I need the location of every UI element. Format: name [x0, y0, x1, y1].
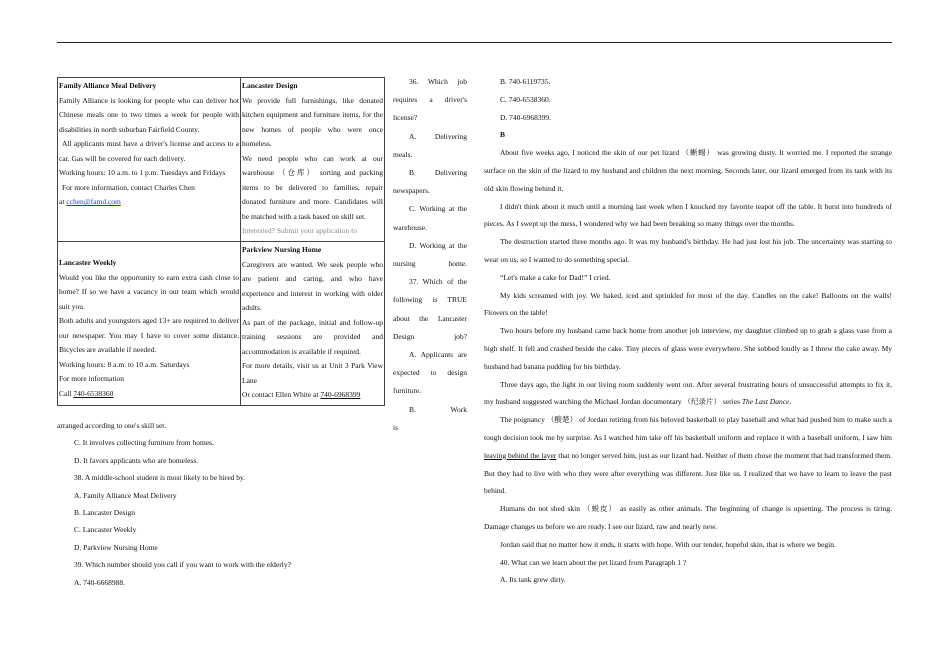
phone-number: 740-6538360 — [73, 388, 114, 398]
ad-text: Working hours: 8 a.m. to 10 a.m. Saturdays — [59, 359, 190, 369]
ad-contact-line — [59, 387, 239, 402]
passage-paragraph: Humans do not shed skin （蜕皮） as easily as other animals. The beginning of change is upsetting. The process is tiring. Damage changes us before we are ready. I see our lizard, raw and nearly new. — [484, 504, 892, 531]
ad-text: For more information, contact Charles Chen — [62, 182, 195, 192]
option: B. Delivering newspapers. — [393, 168, 467, 196]
spacer — [59, 243, 239, 256]
option: C. Working at the warehouse. — [393, 204, 467, 232]
question-stem: 38. A middle-school student is most likely to be hired by. — [74, 473, 246, 483]
passage-paragraph: My kids screamed with joy. We baked, iced and sprinkled for most of the day. Candles on the cake! Balloons on the walls! Flowers on the table! — [484, 290, 892, 318]
ad-text: For more details, visit us at Unit 3 Park View Lane — [242, 361, 383, 385]
option: A. 740-6668988. — [74, 577, 126, 587]
ad-text: Caregivers are wanted. We seek people who are patient and caring, and who have experience and interest in working with older adults. — [242, 259, 383, 312]
ad-text-cut: Interested? Submit your application to — [242, 226, 357, 235]
ad-text: We provide full furnishings, like donated kitchen equipment and furniture items, for the new homes of people who were once homeless. — [242, 95, 383, 148]
passage-text: that no longer served him, just as our lizard had. Neither of them chose the moment that had transformed them. But they had to live with who they were after everything was different. Just like us. I realized that we have to learn to leave the past behind. — [484, 450, 893, 496]
ad-text: Both adults and youngsters aged 13+ are required to deliver our newspaper. You may I have to cover some distance. Bicycles are available if needed. — [59, 316, 239, 354]
option: C. Lancaster Weekly — [74, 525, 137, 535]
ad-family-alliance — [58, 78, 241, 242]
option: D. Parkview Nursing Home — [74, 542, 158, 552]
option: B. Lancaster Design — [74, 508, 136, 518]
passage-text: . — [789, 397, 792, 407]
option-continuation: arranged according to one's skill set. — [57, 421, 167, 430]
option: A. Delivering meals. — [393, 131, 467, 159]
ad-parkview-nursing — [241, 242, 385, 406]
passage-paragraph: About five weeks ago, I noticed the skin of our pet lizard （蜥蜴） was growing dusty. It worried me. I reported the strange surface on the skin of the lizard to my husband and children the next morning. Seconds later, our lizard emerged from its tank with its old skin flowing behind it. — [484, 148, 892, 193]
option: C. 740-6538360. — [500, 94, 551, 104]
ad-text: Call — [59, 388, 74, 398]
passage-paragraph: I didn't think about it much until a morning last week when I knocked my favorite teapot off the table. It burst into hundreds of pieces. As I swept up the mess, I wondered why we had been breaking so many things over the months. — [484, 201, 892, 229]
job-ads-table — [57, 77, 385, 406]
ad-text: For more information — [59, 374, 124, 383]
question-stem: 39. Which number should you call if you want to work with the elderly? — [74, 560, 291, 570]
section-label: B — [500, 130, 506, 140]
ad-text: As part of the package, initial and follow-up training sessions are provided and accommodation is available if required. — [242, 317, 383, 356]
question-stem: 40. What can we learn about the pet lizard from Paragraph 1 ? — [500, 557, 687, 567]
reading-column-right — [484, 73, 892, 589]
ad-text: Would you like the opportunity to earn extra cash close to home? If so we have a vacancy in our team which would suit you. — [59, 272, 239, 311]
phone-number: 740-6968399 — [320, 390, 361, 399]
ad-title: Family Alliance Meal Delivery — [59, 81, 157, 90]
ad-title: Lancaster Design — [242, 81, 298, 90]
ad-text: Or contact Ellen White at — [242, 390, 321, 399]
option: B. Work is — [393, 404, 467, 432]
ad-lancaster-design — [241, 78, 385, 242]
ad-text: All applicants must have a driver's license and access to a car. Gas will be covered for each delivery. — [59, 139, 239, 163]
option: B. 740-6119735. — [500, 77, 551, 86]
ad-text: at — [59, 197, 67, 206]
question-stem: 37. Which of the following is TRUE about the Lancaster Design job? — [393, 277, 467, 341]
questions-column-narrow — [393, 73, 467, 437]
option: D. Working at the nursing home. — [393, 240, 467, 269]
option: C. It involves collecting furniture from homes. — [74, 438, 214, 448]
underlined-phrase: leaving behind the layer — [484, 450, 557, 460]
passage-text: Three days ago, the light in our living room suddenly went out. After several frustrating hours of unsuccessful attempts to fix it, my husband suggested watching the Michael Jordan documentary （纪录片） series — [484, 379, 892, 407]
passage-text: The poignancy （酸楚） of Jordan retiring from his beloved basketball to play baseball and what had pushed him to make such a tough decision took me by surprise. As I watched him take off his basketball uniform and replace it with a baseball uniform, I saw him — [484, 415, 892, 442]
ad-text: We need people who can work at our warehouse （仓库） sorting and packing items to be delivered to families, repair donated furniture and more. Candidates will be matched with a task based on skill set. — [242, 153, 383, 221]
ad-contact-line — [59, 195, 239, 210]
ad-text: Family Alliance is looking for people who can deliver hot Chinese meals one to two times a week for people with disabilities in north suburban Fairfield County. — [59, 95, 239, 134]
option: A. Its tank grew dirty. — [500, 575, 566, 585]
passage-paragraph — [484, 376, 892, 412]
passage-paragraph: “Let's make a cake for Dad!” I cried. — [500, 272, 611, 282]
ad-title: Parkview Nursing Home — [242, 245, 322, 254]
option: A. Applicants are expected to design furniture. — [393, 350, 467, 396]
option: D. It favors applicants who are homeless. — [74, 455, 199, 465]
ad-text: Working hours: 10 a.m. to 1 p.m. Tuesdays and Fridays — [59, 168, 226, 177]
questions-column-left — [57, 417, 462, 591]
question-stem: 36. Which job requires a driver's license? — [393, 77, 467, 123]
top-rule — [57, 42, 892, 43]
option: D. 740-6968399. — [500, 112, 552, 122]
ad-title: Lancaster Weekly — [59, 258, 117, 267]
ad-contact-line — [242, 388, 383, 403]
passage-paragraph: The destruction started three months ago. It was my husband's birthday. He had just lost his job. The uncertainty was starting to wear on us, so I wanted to do something special. — [484, 237, 892, 264]
passage-paragraph: Jordan said that no matter how it ends, it starts with hope. With our tender, hopeful skin, that is where we begin. — [500, 539, 836, 549]
email-link[interactable]: cchen@famd.com — [66, 197, 121, 206]
option: A. Family Alliance Meal Delivery — [74, 490, 177, 500]
passage-paragraph — [484, 411, 892, 500]
ad-lancaster-weekly — [58, 242, 241, 406]
documentary-title: The Last Dance — [741, 397, 790, 407]
passage-paragraph: Two hours before my husband came back home from another job interview, my daughter climbed up to grab a glass vase from a high shelf. It fell and crashed beside the cake. Tiny pieces of glass were everywhere. She sobbed loudly as I threw the cake away. My husband had banana pudding for his birthday. — [484, 326, 892, 371]
